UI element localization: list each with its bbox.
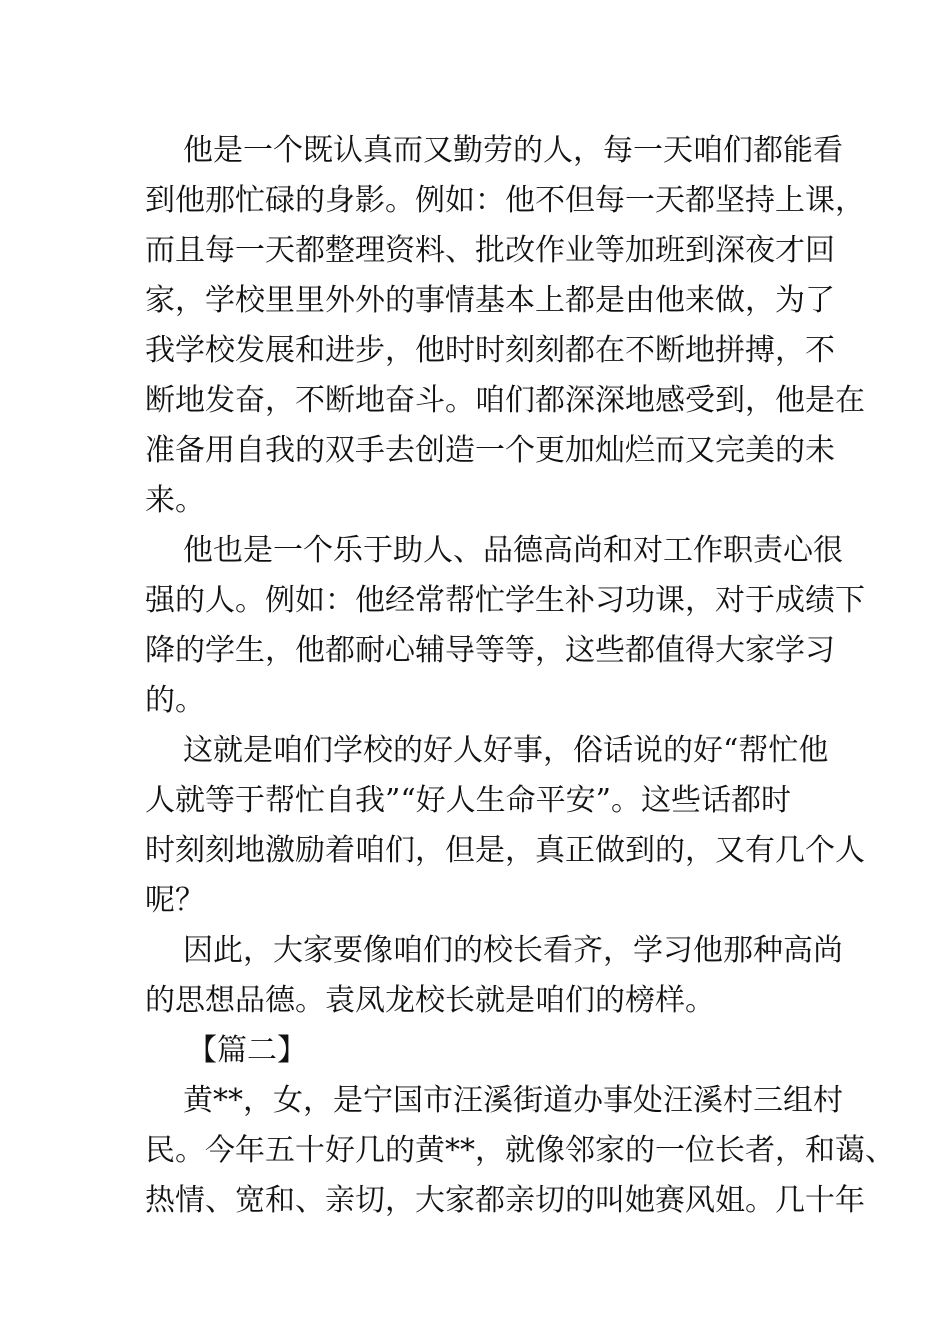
- text-line: 强的人。例如：他经常帮忙学生补习功课，对于成绩下: [145, 583, 865, 618]
- text-line: 时刻刻地激励着咱们，但是，真正做到的，又有几个人: [145, 833, 865, 868]
- text-line: 家，学校里里外外的事情基本上都是由他来做，为了: [145, 283, 835, 318]
- section-heading: 【篇二】: [187, 1033, 307, 1068]
- document-body: [145, 126, 895, 1226]
- text-line: 黄**，女，是宁国市汪溪街道办事处汪溪村三组村: [183, 1083, 843, 1118]
- text-line: 呢？: [145, 883, 205, 918]
- text-line: 到他那忙碌的身影。例如：他不但每一天都坚持上课，: [145, 183, 865, 218]
- text-line: 这就是咱们学校的好人好事，俗话说的好“帮忙他: [183, 733, 829, 768]
- text-line: 民。今年五十好几的黄**，就像邻家的一位长者，和蔼、: [145, 1133, 895, 1168]
- text-line: 准备用自我的双手去创造一个更加灿烂而又完美的未: [145, 433, 835, 468]
- text-line: 断地发奋，不断地奋斗。咱们都深深地感受到，他是在: [145, 383, 865, 418]
- text-line: 他也是一个乐于助人、品德高尚和对工作职责心很: [183, 533, 843, 568]
- text-line: 的。: [145, 683, 205, 718]
- text-line: 热情、宽和、亲切，大家都亲切的叫她赛风姐。几十年: [145, 1183, 865, 1218]
- text-line: 人就等于帮忙自我”“好人生命平安”。这些话都时: [145, 783, 792, 818]
- text-line: 降的学生，他都耐心辅导等等，这些都值得大家学习: [145, 633, 835, 668]
- text-line: 而且每一天都整理资料、批改作业等加班到深夜才回: [145, 233, 835, 268]
- text-line: 的思想品德。袁凤龙校长就是咱们的榜样。: [145, 983, 715, 1018]
- text-line: 我学校发展和进步，他时时刻刻都在不断地拼搏，不: [145, 333, 835, 368]
- text-line: 来。: [145, 483, 205, 518]
- text-line: 他是一个既认真而又勤劳的人，每一天咱们都能看: [183, 133, 843, 168]
- text-line: 因此，大家要像咱们的校长看齐，学习他那种高尚: [183, 933, 843, 968]
